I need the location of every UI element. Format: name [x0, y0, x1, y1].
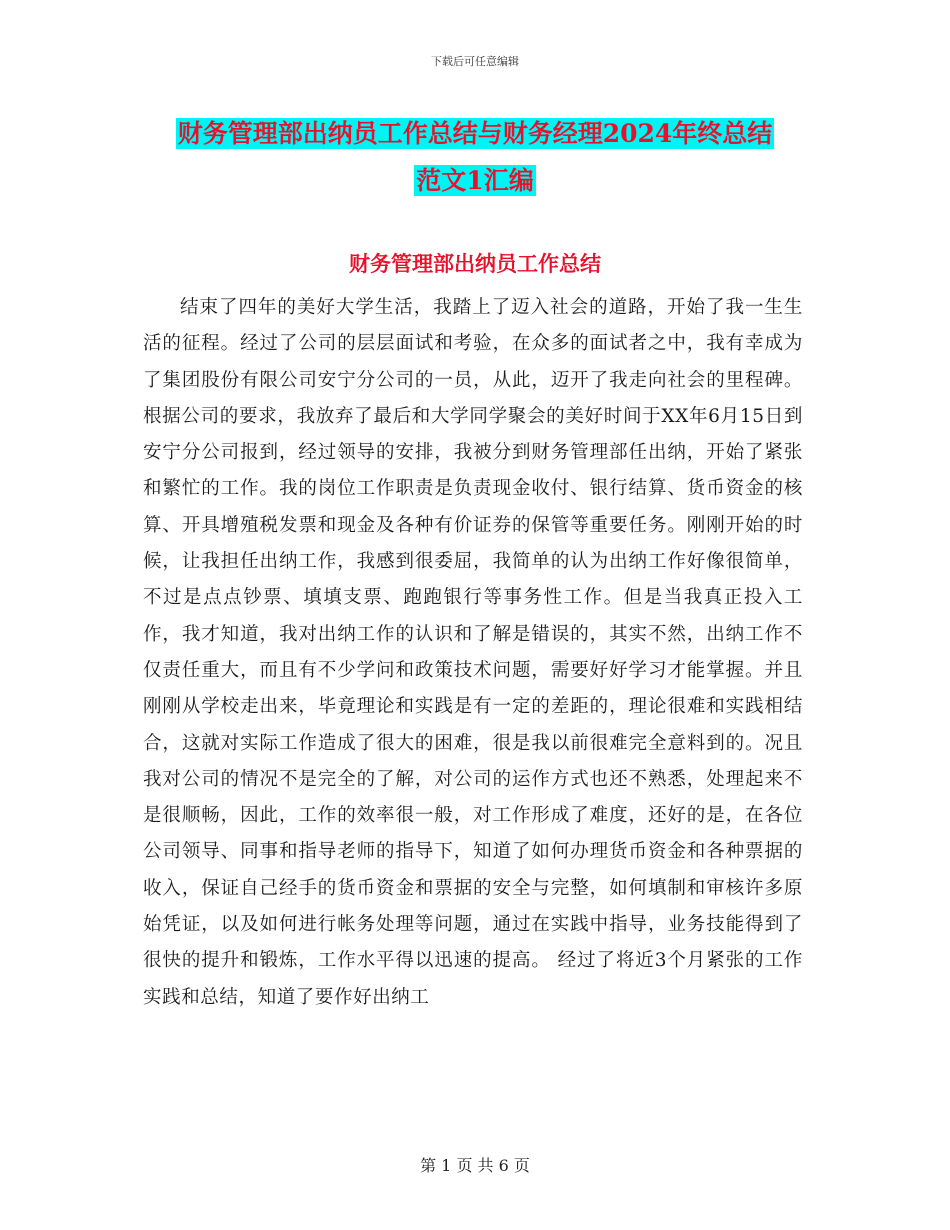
document-title: [0, 110, 950, 204]
body-paragraph: 结束了四年的美好大学生活，我踏上了迈入社会的道路，开始了我一生生活的征程。经过了公司的层层面试和考验，在众多的面试者之中，我有幸成为了集团股份有限公司安宁分公司的一员，从此，迈开了我走向社会的里程碑。 根据公司的要求，我放弃了最后和大学同学聚会的美好时间于XX年6月15日到安宁分公司报到，经过领导的安排，我被分到财务管理部任出纳，开始了紧张和繁忙的工作。我的岗位工作职责是负责现金收付、银行结算、货币资金的核算、开具增殖税发票和现金及各种有价证券的保管等重要任务。刚刚开始的时候，让我担任出纳工作，我感到很委屈，我简单的认为出纳工作好像很简单，不过是点点钞票、填填支票、跑跑银行等事务性工作。但是当我真正投入工作，我才知道，我对出纳工作的认识和了解是错误的，其实不然，出纳工作不仅责任重大，而且有不少学问和政策技术问题，需要好好学习才能掌握。并且刚刚从学校走出来，毕竟理论和实践是有一定的差距的，理论很难和实践相结合，这就对实际工作造成了很大的困难，很是我以前很难完全意料到的。况且我对公司的情况不是完全的了解，对公司的运作方式也还不熟悉，处理起来不是很顺畅，因此，工作的效率很一般，对工作形成了难度，还好的是，在各位公司领导、同事和指导老师的指导下，知道了如何办理货币资金和各种票据的收入，保证自己经手的货币资金和票据的安全与完整，如何填制和审核许多原始凭证，以及如何进行帐务处理等问题，通过在实践中指导，业务技能得到了很快的提升和锻炼，工作水平得以迅速的提高。 经过了将近3个月紧张的工作实践和总结，知道了要作好出纳工: [143, 297, 803, 1008]
page-footer: 第 1 页 共 6 页: [420, 1156, 530, 1175]
section-title: 财务管理部出纳员工作总结: [349, 251, 601, 276]
document-title-line2: 范文1汇编: [416, 166, 534, 195]
header-note: 下载后可任意编辑: [431, 55, 519, 68]
document-title-line1: 财务管理部出纳员工作总结与财务经理2024年终总结: [177, 119, 773, 148]
